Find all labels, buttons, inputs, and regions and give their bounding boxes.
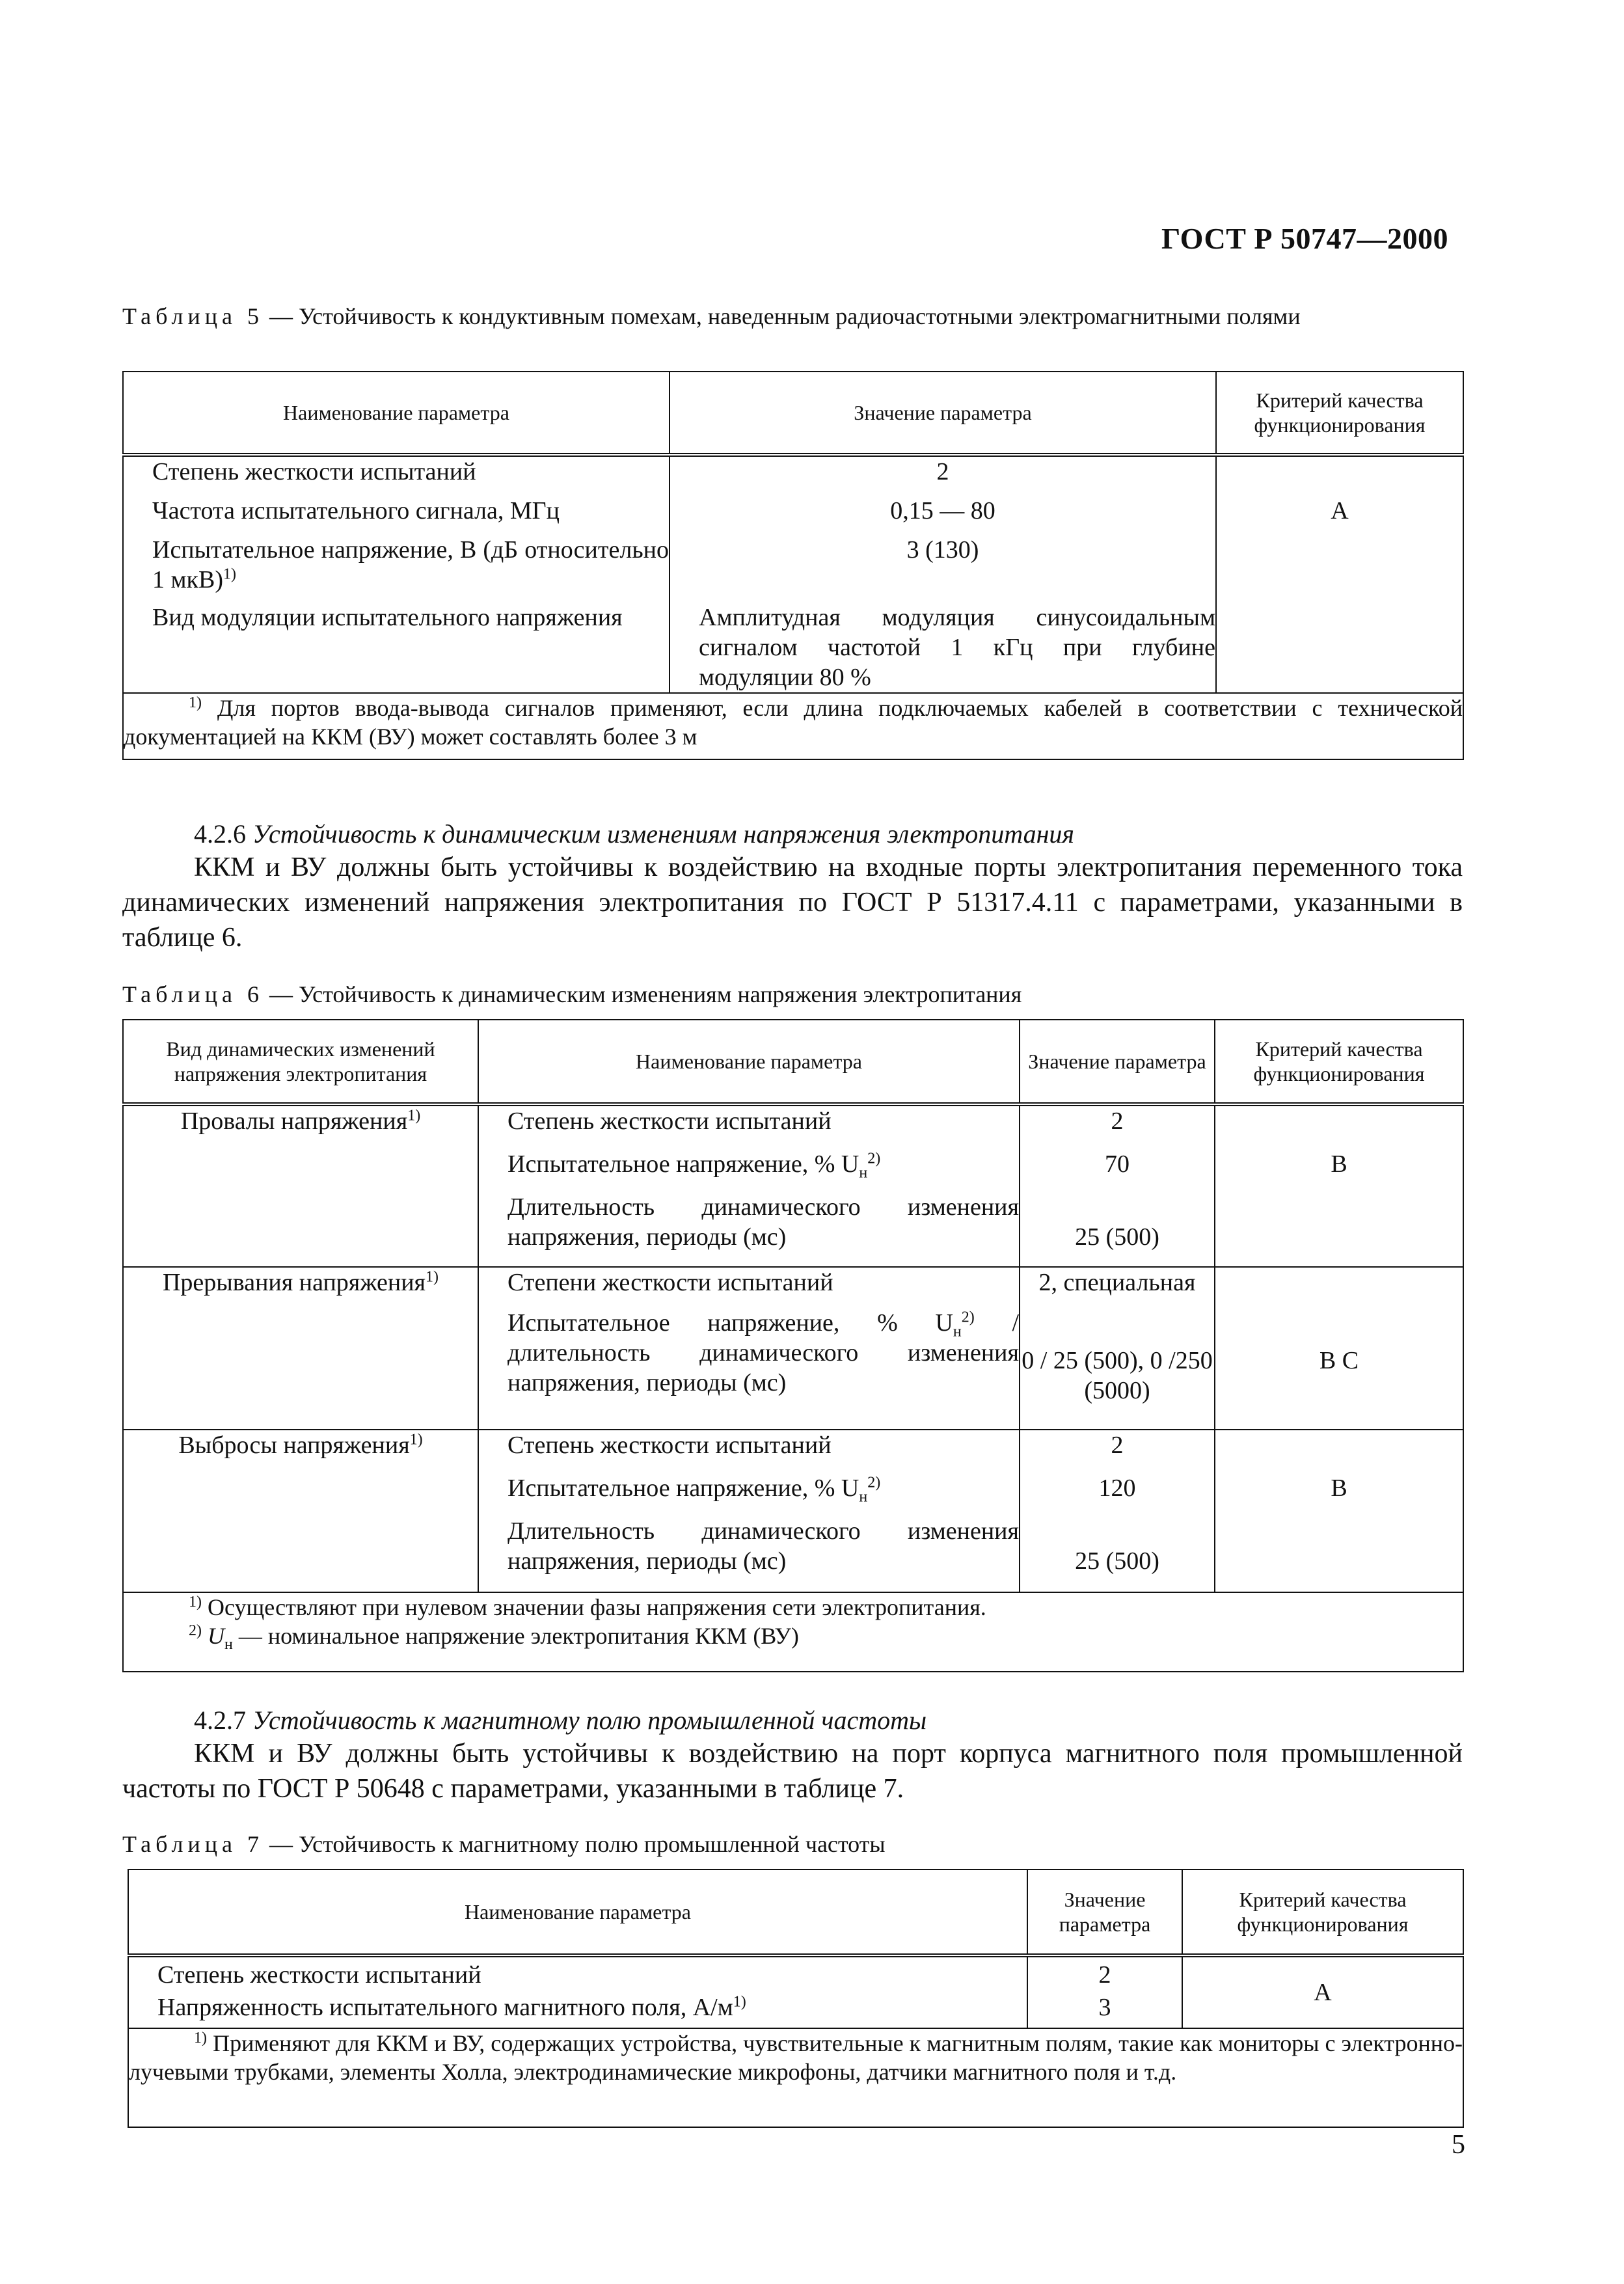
page-number: 5 — [1452, 2130, 1465, 2160]
table6-header-value: Значение параметра — [1020, 1020, 1215, 1104]
table6-title: — Устойчивость к динамическим изменениям напряжения электропитания — [263, 981, 1022, 1007]
section-number: 4.2.6 — [194, 819, 246, 849]
section-title: Устойчивость к динамическим изменениям напряжения электропитания — [252, 819, 1075, 849]
table7-header-criterion: Критерий качества функционирования — [1182, 1869, 1463, 1955]
table6 — [122, 1019, 1464, 1672]
table7-param-values — [1027, 1955, 1182, 2028]
table6-kind-cell — [123, 1104, 478, 1267]
table7-caption — [122, 1831, 1463, 1857]
table6-param-values — [1020, 1267, 1215, 1430]
footnote-ref: 1) — [409, 1431, 423, 1448]
table6-row-value: 25 (500) — [1075, 1223, 1159, 1251]
table5-row-value: 3 (130) — [906, 536, 979, 564]
table6-param-values — [1020, 1430, 1215, 1592]
table6-criterion-cell — [1215, 1104, 1463, 1267]
table5-footnote — [123, 693, 1463, 759]
table6-row-name: Степень жесткости испытаний — [508, 1108, 832, 1135]
footnote-ref: 1) — [426, 1268, 439, 1286]
section-number: 4.2.7 — [194, 1706, 246, 1735]
table5-row-name: Степень жесткости испытаний — [152, 458, 476, 485]
table7-header-name: Наименование параметра — [128, 1869, 1027, 1955]
table5-row-name: Испытательное напряжение, В (дБ относительно 1 мкВ)$^{1)}$ — [152, 536, 669, 593]
section-title: Устойчивость к магнитному полю промышленной частоты — [252, 1706, 927, 1735]
table7-footnote — [128, 2028, 1463, 2127]
table5-header-criterion: Критерий качества функционирования — [1216, 372, 1463, 455]
table7-header-value: Значение параметра — [1027, 1869, 1182, 1955]
table6-footnotes — [123, 1592, 1463, 1672]
table5 — [122, 371, 1464, 760]
section-4-2-7-paragraph: ККМ и ВУ должны быть устойчивы к воздействию на порт корпуса магнитного поля промышленной частоты по ГОСТ Р 50648 с параметрами, указанными в таблице 7. — [122, 1739, 1463, 1804]
table6-criterion-cell — [1215, 1267, 1463, 1430]
table5-footnote-text: Для портов ввода-вывода сигналов применяют, если длина подключаемых кабелей в соответствии с технической документацией на ККМ (ВУ) может составлять более 3 м — [124, 695, 1463, 750]
table5-param-values — [670, 455, 1216, 693]
table5-caption — [122, 303, 1463, 329]
table5-label: Таблица 5 — [122, 303, 264, 329]
table6-row-name: Степень жесткости испытаний — [508, 1432, 832, 1459]
table5-header-name: Наименование параметра — [123, 372, 670, 455]
table6-row-value: 70 — [1105, 1150, 1130, 1178]
table7-footnote-text: Применяют для ККМ и ВУ, содержащих устройства, чувствительные к магнитным полям, такие как мониторы с электронно-лучевыми трубками, элементы Холла, электродинамические микрофоны, датчики магнитного поля и т.д. — [129, 2030, 1463, 2085]
table6-row-name: Длительность динамического изменения напряжения, периоды (мс) — [508, 1517, 1019, 1575]
table6-footnote: $^{1)}$ Осуществляют при нулевом значении фазы напряжения сети электропитания. — [189, 1594, 986, 1620]
table6-row-name: Длительность динамического изменения напряжения, периоды (мс) — [508, 1193, 1019, 1251]
document-header: ГОСТ Р 50747—2000 — [1161, 222, 1448, 255]
table7-row-name: Степень жесткости испытаний — [157, 1961, 481, 1989]
table6-criterion: В — [1331, 1150, 1347, 1178]
table6-kind: Выбросы напряжения — [178, 1432, 410, 1459]
table6-kind: Провалы напряжения — [180, 1108, 408, 1135]
table6-row-name: Степени жесткости испытаний — [508, 1269, 833, 1296]
table5-criterion-cell — [1216, 455, 1463, 693]
table7-title: — Устойчивость к магнитному полю промышленной частоты — [263, 1831, 886, 1857]
table7-param-names — [128, 1955, 1027, 2028]
table7-row-value: 3 — [1098, 1994, 1111, 2021]
table7-criterion: А — [1314, 1979, 1332, 2006]
footnote-mark: 1) — [189, 694, 202, 711]
table6-param-values — [1020, 1104, 1215, 1267]
table6-row-value: 25 (500) — [1075, 1547, 1159, 1575]
table6-footnote: $^{2)}$ $U_н$ — номинальное напряжение электропитания ККМ (ВУ) — [189, 1622, 799, 1653]
table5-row-value: Амплитудная модуляция синусоидальным сигналом частотой 1 кГц при глубине модуляции 80 % — [699, 604, 1215, 691]
table6-criterion-cell — [1215, 1430, 1463, 1592]
table5-title: — Устойчивость к кондуктивным помехам, наведенным радиочастотными электромагнитными полями — [263, 303, 1301, 329]
table5-header-value: Значение параметра — [670, 372, 1216, 455]
section-4-2-7-heading — [194, 1705, 927, 1736]
section-4-2-6-heading — [194, 819, 1074, 850]
table6-row-name: Испытательное напряжение, % $U_н^{2)}$ / длительность динамического изменения напряжения, периоды (мс) — [508, 1309, 1019, 1396]
table6-row-value: 2 — [1111, 1108, 1124, 1135]
table5-param-names — [123, 455, 670, 693]
table6-header-criterion: Критерий качества функционирования — [1215, 1020, 1463, 1104]
table6-caption — [122, 981, 1463, 1007]
table6-header-kind: Вид динамических изменений напряжения электропитания — [123, 1020, 478, 1104]
table6-row-value: 2 — [1111, 1432, 1124, 1459]
table5-criterion: А — [1331, 497, 1349, 524]
section-4-2-6-paragraph: ККМ и ВУ должны быть устойчивы к воздействию на входные порты электропитания переменного тока динамических изменений напряжения электропитания по ГОСТ Р 51317.4.11 с параметрами, указанными в таблице 6. — [122, 852, 1463, 953]
table5-row-name: Частота испытательного сигнала, МГц — [152, 497, 560, 524]
table7-criterion-cell — [1182, 1955, 1463, 2028]
footnote-ref: 1) — [407, 1107, 421, 1124]
table7-row-name: Напряженность испытательного магнитного поля, $А/м^{1)}$ — [157, 1993, 746, 2021]
table6-kind-cell — [123, 1267, 478, 1430]
table7-label: Таблица 7 — [122, 1831, 264, 1857]
table6-label: Таблица 6 — [122, 981, 264, 1007]
table5-row-name: Вид модуляции испытательного напряжения — [152, 604, 623, 631]
table7 — [128, 1869, 1464, 2128]
table6-header-name: Наименование параметра — [478, 1020, 1020, 1104]
table6-param-names — [478, 1104, 1020, 1267]
table6-row-name: Испытательное напряжение, % $U_н^{2)}$ — [508, 1474, 881, 1506]
table6-row-name: Испытательное напряжение, % $U_н^{2)}$ — [508, 1150, 881, 1182]
table6-row-value: 2, специальная — [1038, 1269, 1196, 1296]
table6-row-value: 0 / 25 (500), 0 /250 (5000) — [1022, 1347, 1213, 1404]
table5-row-value: 0,15 — 80 — [890, 497, 995, 524]
table6-param-names — [478, 1267, 1020, 1430]
table5-row-value: 2 — [936, 458, 949, 485]
table6-row-value: 120 — [1098, 1475, 1136, 1502]
table6-criterion: В С — [1319, 1347, 1359, 1374]
table6-kind-cell — [123, 1430, 478, 1592]
table6-param-names — [478, 1430, 1020, 1592]
footnote-mark: 1) — [194, 2030, 207, 2046]
table6-kind: Прерывания напряжения — [162, 1269, 426, 1296]
footnote-ref: 1) — [223, 565, 237, 583]
table6-criterion: В — [1331, 1475, 1347, 1502]
table7-row-value: 2 — [1098, 1961, 1111, 1989]
